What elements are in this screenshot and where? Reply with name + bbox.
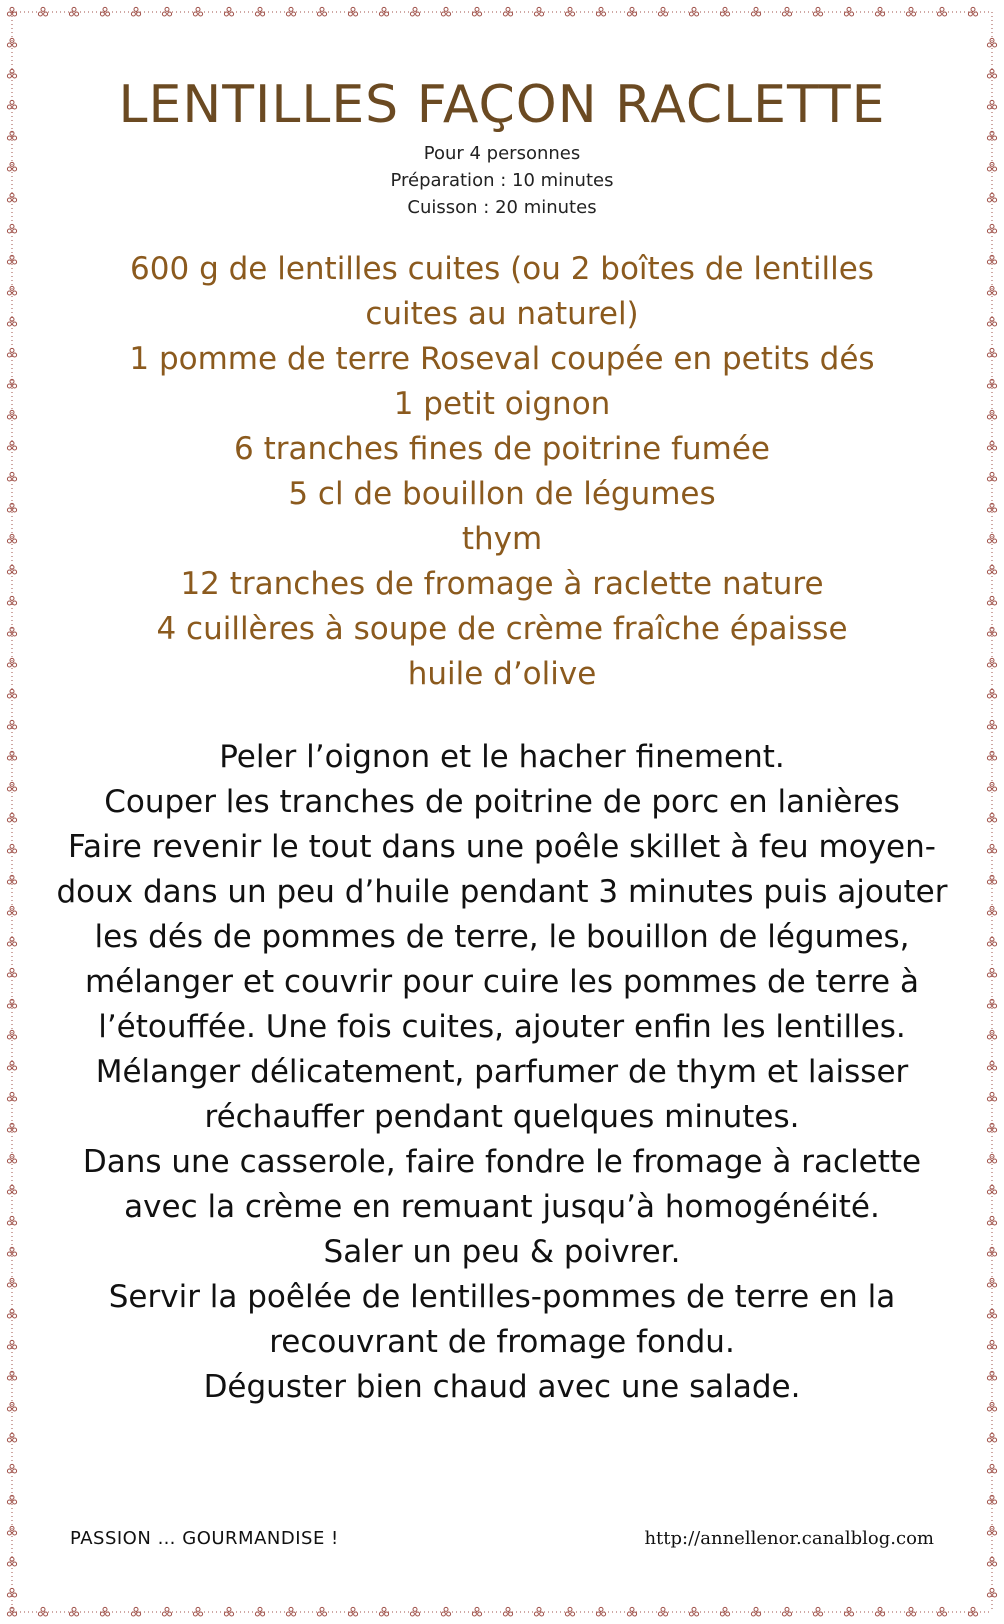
border-dot-cluster <box>162 7 171 16</box>
border-dot-cluster <box>627 1607 636 1616</box>
border-dot-cluster <box>968 7 977 16</box>
border-dot-cluster <box>987 162 996 171</box>
border-dot-cluster <box>987 1526 996 1535</box>
border-dot-cluster <box>658 7 667 16</box>
border-dot-cluster <box>7 472 16 481</box>
border-dot-cluster <box>38 1607 47 1616</box>
border-dot-cluster <box>906 1607 915 1616</box>
border-dot-cluster <box>534 7 543 16</box>
border-dot-cluster <box>7 1526 16 1535</box>
border-dot-cluster <box>317 1607 326 1616</box>
border-dot-cluster <box>782 1607 791 1616</box>
border-dot-cluster <box>7 782 16 791</box>
border-dot-cluster <box>987 224 996 233</box>
border-dot-cluster <box>100 7 109 16</box>
border-dot-cluster <box>162 1607 171 1616</box>
border-dot-cluster <box>503 1607 512 1616</box>
border-dot-cluster <box>627 7 636 16</box>
border-dot-cluster <box>987 1216 996 1225</box>
border-dot-cluster <box>987 100 996 109</box>
instruction-step: Dans une casserole, faire fondre le fromage à raclette avec la crème en remuant jusqu’à homogénéité. <box>82 1144 922 1225</box>
border-dot-cluster <box>7 534 16 543</box>
border-dot-cluster <box>224 7 233 16</box>
border-dot-cluster <box>193 7 202 16</box>
footer-tagline: PASSION … GOURMANDISE ! <box>70 1528 339 1549</box>
border-dot-cluster <box>596 1607 605 1616</box>
border-dot-cluster <box>7 1092 16 1101</box>
border-dot-cluster <box>7 1278 16 1287</box>
ingredient-item: 5 cl de bouillon de légumes <box>288 476 716 512</box>
border-dot-cluster <box>7 844 16 853</box>
border-dot-cluster <box>224 1607 233 1616</box>
border-dot-cluster <box>813 7 822 16</box>
border-dot-cluster <box>286 1607 295 1616</box>
blog-url-link[interactable]: http://annellenor.canalblog.com <box>644 1528 934 1549</box>
border-dot-cluster <box>720 7 729 16</box>
border-dot-cluster <box>7 596 16 605</box>
border-dot-cluster <box>255 1607 264 1616</box>
border-dot-cluster <box>286 7 295 16</box>
recipe-content <box>40 70 964 1410</box>
border-dot-cluster <box>987 534 996 543</box>
border-dot-cluster <box>7 286 16 295</box>
border-dot-cluster <box>7 720 16 729</box>
border-dot-cluster <box>937 7 946 16</box>
border-dot-cluster <box>7 968 16 977</box>
instruction-step: Peler l’oignon et le hacher finement. <box>219 739 785 775</box>
border-dot-cluster <box>534 1607 543 1616</box>
servings: Pour 4 personnes <box>423 143 581 164</box>
border-dot-cluster <box>844 1607 853 1616</box>
instruction-step: Faire revenir le tout dans une poêle skillet à feu moyen-doux dans un peu d’huile pendant 3 minutes puis ajouter les dés de pommes de terre, le bouillon de légumes, mélanger et couvrir pour cuire les pommes de terre à l’étouffée. Une fois cuites, ajouter enfin les lentilles. Mélanger délicatement, parfumer de thym et laisser réchauffer pendant quelques minutes. <box>56 829 948 1135</box>
border-dot-cluster <box>69 1607 78 1616</box>
ingredient-item: 6 tranches fines de poitrine fumée <box>234 431 770 467</box>
border-dot-cluster <box>7 1464 16 1473</box>
prep-time: Préparation : 10 minutes <box>390 170 614 191</box>
border-dot-cluster <box>472 7 481 16</box>
ingredient-item: 600 g de lentilles cuites (ou 2 boîtes de lentilles cuites au naturel) <box>130 251 874 332</box>
border-dot-cluster <box>441 1607 450 1616</box>
ingredient-item: 1 petit oignon <box>393 386 611 422</box>
border-dot-cluster <box>379 7 388 16</box>
border-dot-cluster <box>987 348 996 357</box>
instructions <box>40 735 964 1410</box>
border-dot-cluster <box>720 1607 729 1616</box>
ingredient-item: thym <box>461 521 543 557</box>
border-dot-cluster <box>906 7 915 16</box>
cook-time: Cuisson : 20 minutes <box>407 197 597 218</box>
border-dot-cluster <box>503 7 512 16</box>
border-dot-cluster <box>987 1092 996 1101</box>
border-dot-cluster <box>875 1607 884 1616</box>
border-dot-cluster <box>987 1402 996 1411</box>
border-dot-cluster <box>7 658 16 667</box>
border-dot-cluster <box>379 1607 388 1616</box>
border-dot-cluster <box>987 720 996 729</box>
border-dot-cluster <box>937 1607 946 1616</box>
border-dot-cluster <box>968 1607 977 1616</box>
border-dot-cluster <box>987 844 996 853</box>
border-dot-cluster <box>317 7 326 16</box>
border-dot-cluster <box>193 1607 202 1616</box>
border-dot-cluster <box>875 7 884 16</box>
border-dot-cluster <box>565 7 574 16</box>
instruction-step: Déguster bien chaud avec une salade. <box>203 1369 801 1405</box>
border-dot-cluster <box>7 1030 16 1039</box>
border-dot-cluster <box>7 38 16 47</box>
border-dot-cluster <box>472 1607 481 1616</box>
border-dot-cluster <box>410 1607 419 1616</box>
border-dot-cluster <box>7 1588 16 1597</box>
instruction-step: Saler un peu & poivrer. <box>323 1234 681 1270</box>
border-dot-cluster <box>689 1607 698 1616</box>
border-dot-cluster <box>7 162 16 171</box>
border-dot-cluster <box>100 1607 109 1616</box>
ingredient-item: 12 tranches de fromage à raclette nature <box>180 566 824 602</box>
border-dot-cluster <box>987 782 996 791</box>
border-dot-cluster <box>131 1607 140 1616</box>
border-dot-cluster <box>7 906 16 915</box>
border-dot-cluster <box>38 7 47 16</box>
instruction-step: Couper les tranches de poitrine de porc en lanières <box>104 784 900 820</box>
border-dot-cluster <box>348 1607 357 1616</box>
border-dot-cluster <box>7 348 16 357</box>
border-dot-cluster <box>987 286 996 295</box>
border-dot-cluster <box>255 7 264 16</box>
border-dot-cluster <box>751 7 760 16</box>
border-dot-cluster <box>7 100 16 109</box>
border-dot-cluster <box>987 596 996 605</box>
border-dot-cluster <box>987 1030 996 1039</box>
border-dot-cluster <box>987 1588 996 1597</box>
border-dot-cluster <box>987 472 996 481</box>
border-dot-cluster <box>7 224 16 233</box>
ingredients-list <box>40 247 964 697</box>
border-dot-cluster <box>987 1340 996 1349</box>
instruction-step: Servir la poêlée de lentilles-pommes de terre en la recouvrant de fromage fondu. <box>108 1279 896 1360</box>
border-dot-cluster <box>689 7 698 16</box>
border-dot-cluster <box>987 38 996 47</box>
border-dot-cluster <box>410 7 419 16</box>
ingredient-item: 1 pomme de terre Roseval coupée en petits dés <box>129 341 875 377</box>
border-dot-cluster <box>348 7 357 16</box>
border-dot-cluster <box>987 658 996 667</box>
border-dot-cluster <box>844 7 853 16</box>
border-dot-cluster <box>7 1154 16 1163</box>
border-dot-cluster <box>658 1607 667 1616</box>
border-dot-cluster <box>987 1278 996 1287</box>
recipe-title: LENTILLES FAÇON RACLETTE <box>118 75 886 135</box>
border-dot-cluster <box>987 1464 996 1473</box>
border-dot-cluster <box>565 1607 574 1616</box>
border-dot-cluster <box>131 7 140 16</box>
border-dot-cluster <box>7 1340 16 1349</box>
border-dot-cluster <box>751 1607 760 1616</box>
border-dot-cluster <box>69 7 78 16</box>
border-dot-cluster <box>782 7 791 16</box>
border-dot-cluster <box>987 410 996 419</box>
border-dot-cluster <box>596 7 605 16</box>
border-dot-cluster <box>7 7 16 16</box>
border-dot-cluster <box>7 1402 16 1411</box>
border-dot-cluster <box>987 906 996 915</box>
border-dot-cluster <box>7 1216 16 1225</box>
ingredient-item: 4 cuillères à soupe de crème fraîche épaisse <box>156 611 848 647</box>
ingredient-item: huile d’olive <box>407 656 597 692</box>
border-dot-cluster <box>987 968 996 977</box>
border-dot-cluster <box>7 410 16 419</box>
border-dot-cluster <box>813 1607 822 1616</box>
border-dot-cluster <box>987 1154 996 1163</box>
border-dot-cluster <box>441 7 450 16</box>
